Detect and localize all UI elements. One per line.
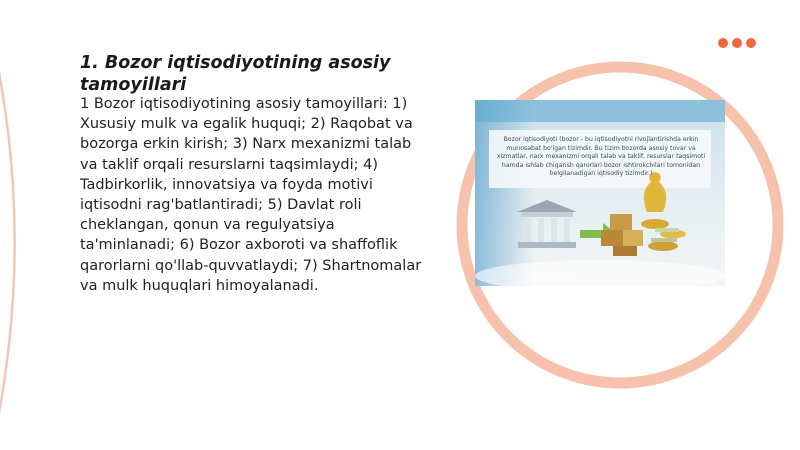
slide-title: 1. Bozor iqtisodiyotining asosiy tamoyillari bbox=[80, 53, 391, 95]
left-arc bbox=[0, 0, 15, 450]
menu-dots-icon bbox=[718, 38, 756, 48]
slide-body-text: 1 Bozor iqtisodiyotining asosiy tamoyillari: 1) Xususiy mulk va egalik huquqi; 2) Raqobat va bozorga erkin kirish; 3) Narx mexanizmi talab va taklif orqali resurslarni taqsimlaydi; 4) Tadbirkorlik, innovatsiya va foyda motivi iqtisodni rag'batlantiradi; 5) Davlat roli cheklangan, qonun va regulyatsiya ta'minlanadi; 6) Bozor axboroti va shaffoflik qarorlarni qo'llab-quvvatlaydi; 7) Shartnomalar va mulk huquqlari himoyalanadi. bbox=[80, 96, 422, 294]
market-economy-image bbox=[475, 100, 725, 286]
image-caption: Bozor iqtisodiyoti (bozor - bu iqtisodiyotni rivojlantirishda erkin munosabat bo'lgan tizimdir. Bu tizim bozorda asosiy tovar va xizmatlar, narx mexanizmi orqali talab va taklif, resurslar taqsimoti hamda ishlab chiqarish qarorlari bozor ishtirokchilari tomonidan belgilanadigan iqtisodiy tizimdir.) bbox=[496, 136, 706, 178]
image-watermark: ARXIV.UZ bbox=[539, 270, 575, 277]
